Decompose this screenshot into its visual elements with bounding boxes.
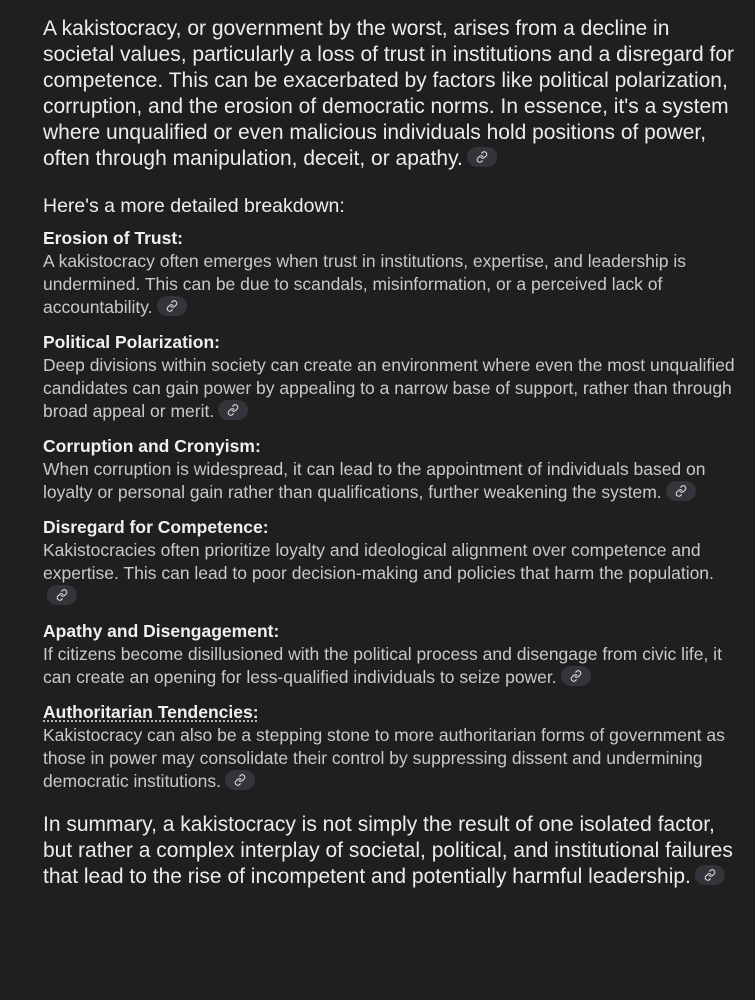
section-body-text: A kakistocracy often emerges when trust in institutions, expertise, and leadership is undermined. This can be due to scandals, misinformation, or a perceived lack of accountability. (43, 251, 686, 317)
section-body (43, 354, 743, 423)
section-title-link[interactable]: Authoritarian Tendencies: (43, 702, 259, 722)
section-corruption-and-cronyism (43, 435, 743, 504)
summary-paragraph (43, 812, 743, 890)
link-icon (675, 485, 687, 497)
source-link-chip[interactable] (225, 770, 255, 790)
section-title: Apathy and Disengagement: (43, 621, 280, 641)
source-link-chip[interactable] (47, 585, 77, 605)
section-body-text: Kakistocracy can also be a stepping stone to more authoritarian forms of government as those in power may consolidate their control by suppressing dissent and undermining democratic institutions. (43, 725, 725, 791)
section-body (43, 724, 743, 793)
link-icon (570, 670, 582, 682)
breakdown-heading: Here's a more detailed breakdown: (43, 195, 345, 217)
section-body (43, 458, 743, 504)
source-link-chip[interactable] (467, 147, 497, 167)
link-icon (476, 151, 488, 163)
section-body (43, 539, 743, 608)
source-link-chip[interactable] (695, 865, 725, 885)
link-icon (704, 869, 716, 881)
source-link-chip[interactable] (666, 481, 696, 501)
link-icon (227, 404, 239, 416)
link-icon (56, 589, 68, 601)
source-link-chip[interactable] (157, 296, 187, 316)
intro-text: A kakistocracy, or government by the worst, arises from a decline in societal values, particularly a loss of trust in institutions and a disregard for competence. This can be exacerbated by factors like political polarization, corruption, and the erosion of democratic norms. In essence, it's a system where unqualified or even malicious individuals hold positions of power, often through manipulation, deceit, or apathy. (43, 17, 735, 170)
link-icon (234, 774, 246, 786)
section-apathy-and-disengagement (43, 620, 743, 689)
section-body-text: When corruption is widespread, it can lead to the appointment of individuals based on loyalty or personal gain rather than qualifications, further weakening the system. (43, 459, 706, 502)
section-title: Erosion of Trust: (43, 228, 183, 248)
section-title: Disregard for Competence: (43, 517, 269, 537)
summary-text: In summary, a kakistocracy is not simply the result of one isolated factor, but rather a complex interplay of societal, political, and institutional failures that lead to the rise of incompetent and potentially harmful leadership. (43, 813, 733, 888)
section-body (43, 250, 743, 319)
source-link-chip[interactable] (218, 400, 248, 420)
section-title: Corruption and Cronyism: (43, 436, 261, 456)
section-title: Political Polarization: (43, 332, 220, 352)
section-political-polarization (43, 331, 743, 423)
source-link-chip[interactable] (561, 666, 591, 686)
link-icon (166, 300, 178, 312)
section-body-text: If citizens become disillusioned with the political process and disengage from civic life, it can create an opening for less-qualified individuals to seize power. (43, 644, 722, 687)
section-disregard-for-competence (43, 516, 743, 608)
intro-paragraph (43, 16, 743, 172)
response-content (43, 16, 743, 890)
section-body-text: Kakistocracies often prioritize loyalty and ideological alignment over competence and expertise. This can lead to poor decision-making and policies that harm the population. (43, 540, 714, 583)
section-authoritarian-tendencies (43, 701, 743, 793)
section-body-text: Deep divisions within society can create an environment where even the most unqualified candidates can gain power by appealing to a narrow base of support, rather than through broad appeal or merit. (43, 355, 735, 421)
section-erosion-of-trust (43, 227, 743, 319)
section-body (43, 643, 743, 689)
